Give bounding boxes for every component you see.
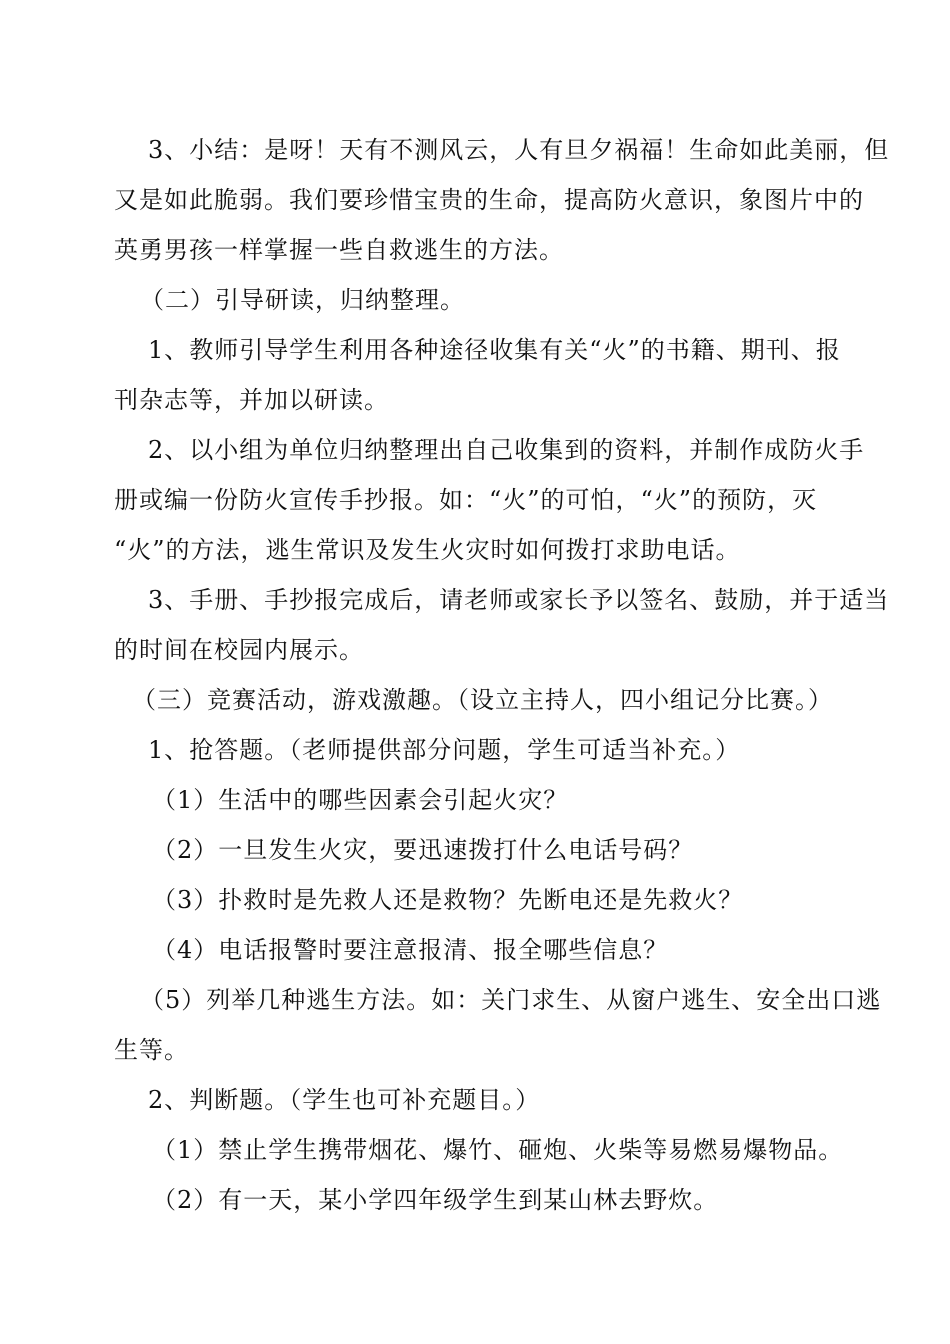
section-heading: （三）竞赛活动，游戏激趣。（设立主持人，四小组记分比赛。） (132, 686, 833, 714)
text-line: 刊杂志等，并加以研读。 (114, 386, 389, 414)
question-item: （1）禁止学生携带烟花、爆竹、砸炮、火柴等易燃易爆物品。 (152, 1136, 844, 1164)
text-line: 册或编一份防火宣传手抄报。如：“火”的可怕，“火”的预防，灭 (114, 486, 818, 514)
text-line: 3、手册、手抄报完成后，请老师或家长予以签名、鼓励，并于适当 (148, 586, 890, 614)
text-line: 1、教师引导学生利用各种途径收集有关“火”的书籍、期刊、报 (148, 336, 841, 364)
question-item: （2）一旦发生火灾，要迅速拨打什么电话号码？ (152, 836, 694, 864)
question-item: （4）电话报警时要注意报清、报全哪些信息？ (152, 936, 669, 964)
text-line: 又是如此脆弱。我们要珍惜宝贵的生命，提高防火意识，象图片中的 (114, 186, 864, 214)
section-heading: （二）引导研读，归纳整理。 (140, 286, 465, 314)
question-item: （5）列举几种逃生方法。如：关门求生、从窗户逃生、安全出口逃 (140, 986, 882, 1014)
text-line: 生等。 (114, 1036, 189, 1064)
text-line: 英勇男孩一样掌握一些自救逃生的方法。 (114, 236, 564, 264)
question-item: （2）有一天，某小学四年级学生到某山林去野炊。 (152, 1186, 719, 1214)
text-line: 3、小结：是呀！天有不测风云，人有旦夕祸福！生命如此美丽，但 (148, 136, 890, 164)
text-line: 1、抢答题。（老师提供部分问题，学生可适当补充。） (148, 736, 741, 764)
question-item: （3）扑救时是先救人还是救物？先断电还是先救火？ (152, 886, 744, 914)
text-line: 2、以小组为单位归纳整理出自己收集到的资料，并制作成防火手 (148, 436, 865, 464)
text-line: 2、判断题。（学生也可补充题目。） (148, 1086, 541, 1114)
text-line: 的时间在校园内展示。 (114, 636, 364, 664)
text-line: “火”的方法，逃生常识及发生火灾时如何拨打求助电话。 (114, 536, 741, 564)
question-item: （1）生活中的哪些因素会引起火灾？ (152, 786, 569, 814)
